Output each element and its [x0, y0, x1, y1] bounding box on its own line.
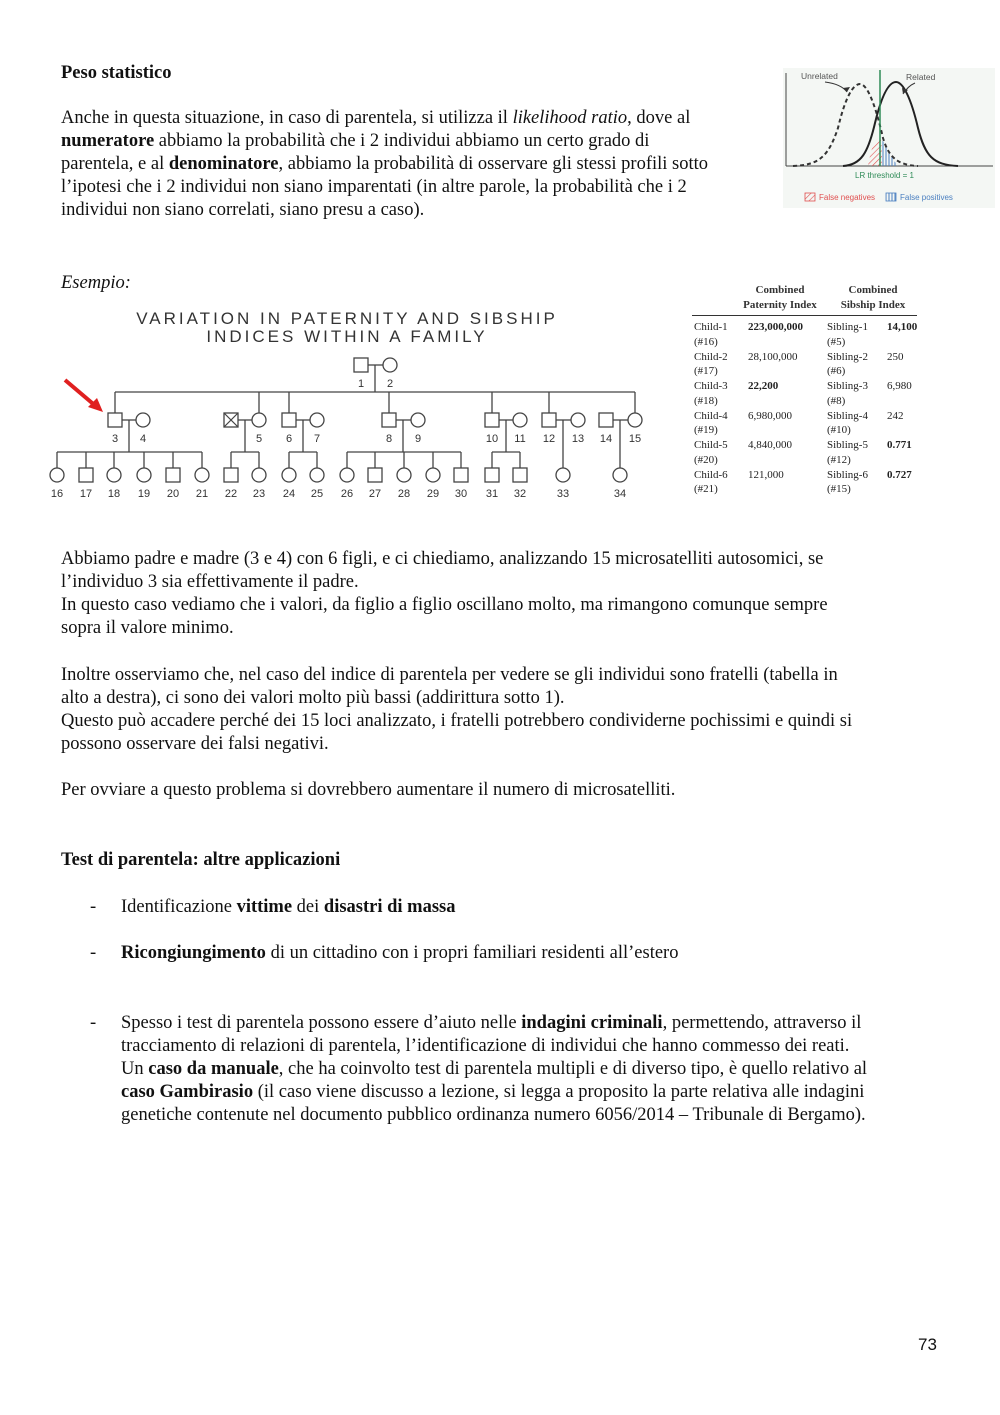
- bullet-dash: -: [90, 897, 97, 917]
- related-curve: [843, 82, 958, 166]
- text: parentela, e al: [61, 154, 169, 174]
- female-circle-icon: [310, 413, 324, 427]
- text: di un cittadino con i propri familiari residenti all’estero: [265, 943, 679, 963]
- bold-term: caso da manuale: [148, 1059, 279, 1079]
- bullet-dash: -: [90, 943, 97, 963]
- individual-number: 30: [454, 488, 468, 500]
- male-square-icon: [485, 413, 499, 427]
- individual-number: 1: [357, 378, 365, 390]
- paternity-index-value: 223,000,000: [748, 321, 803, 333]
- child-id: (#16): [694, 335, 718, 348]
- individual-number: 9: [414, 433, 422, 445]
- male-square-icon: [108, 413, 122, 427]
- male-square-icon: [368, 468, 382, 482]
- female-circle-icon: [383, 358, 397, 372]
- female-circle-icon: [411, 413, 425, 427]
- text-line: alto a destra), ci sono dei valori molto più bassi (addirittura sotto 1).: [61, 688, 565, 708]
- paternity-index-value: 121,000: [748, 468, 784, 481]
- text-line: l’individuo 3 sia effettivamente il padre.: [61, 572, 359, 592]
- sibling-id: (#12): [827, 453, 851, 466]
- child-id: (#17): [694, 365, 718, 378]
- sibling-label: Sibling-6: [827, 468, 868, 481]
- text-line: Questo può accadere perché dei 15 loci analizzato, i fratelli potrebbero condividerne pochissimi e quindi si: [61, 711, 853, 731]
- text-line: tracciamento di relazioni di parentela, l’identificazione di individui che hanno commesso dei reati.: [121, 1036, 850, 1056]
- male-square-icon: [382, 413, 396, 427]
- pedigree-figure: [45, 305, 655, 505]
- false-positive-swatch: [886, 193, 896, 201]
- section-heading: Test di parentela: altre applicazioni: [61, 850, 341, 870]
- text: , dove al: [627, 108, 691, 128]
- text-line: sopra il valore minimo.: [61, 618, 234, 638]
- female-circle-icon: [136, 413, 150, 427]
- bullet-text: [121, 942, 941, 965]
- female-circle-icon: [397, 468, 411, 482]
- female-circle-icon: [571, 413, 585, 427]
- individual-number: 15: [628, 433, 642, 445]
- pedigree-svg: [45, 305, 655, 505]
- text: l’ipotesi che i 2 individui non siano imparentati (in altre parole, la probabilità che i 2: [61, 177, 687, 197]
- sibling-label: Sibling-2: [827, 350, 868, 363]
- male-square-icon: [599, 413, 613, 427]
- child-id: (#21): [694, 483, 718, 496]
- individual-number: 2: [386, 378, 394, 390]
- text: , che ha coinvolto test di parentela multipli e di diverso tipo, è quello relativo al: [278, 1059, 868, 1079]
- male-square-icon: [79, 468, 93, 482]
- male-square-icon: [354, 358, 368, 372]
- sibship-index-value: 0.727: [887, 468, 912, 481]
- female-circle-icon: [107, 468, 121, 482]
- child-id: (#20): [694, 453, 718, 466]
- sibship-index-value: 6,980: [887, 380, 912, 392]
- sibship-header: [818, 283, 928, 312]
- text-line: In questo caso vediamo che i valori, da figlio a figlio oscillano molto, ma rimangono comunque sempre: [61, 595, 828, 615]
- text: Un: [121, 1059, 149, 1079]
- unrelated-label: Unrelated: [801, 71, 838, 81]
- text: Identificazione: [121, 897, 237, 917]
- page-number: 73: [918, 1335, 937, 1354]
- emphasis: Esempio:: [61, 273, 131, 293]
- false-negative-swatch: [805, 193, 815, 201]
- emphasis: likelihood ratio: [512, 108, 628, 128]
- individual-number: 11: [514, 433, 526, 445]
- text-line: genetiche contenute nel documento pubblico ordinanza numero 6056/2014 – Tribunale di Bergamo).: [121, 1105, 866, 1125]
- individual-number: 28: [397, 488, 411, 500]
- child-id: (#18): [694, 394, 718, 407]
- female-circle-icon: [340, 468, 354, 482]
- child-label: Child-1: [694, 321, 728, 333]
- section-heading: Peso statistico: [61, 63, 172, 83]
- individual-number: 25: [310, 488, 324, 500]
- paternity-index-value: 22,200: [748, 380, 779, 392]
- individual-number: 23: [252, 488, 266, 500]
- index-table: [690, 282, 930, 502]
- text: abbiamo la probabilità che i 2 individui abbiamo un certo grado di: [154, 131, 650, 151]
- individual-number: 29: [426, 488, 440, 500]
- female-circle-icon: [513, 413, 527, 427]
- text: (il caso viene discusso a lezione, si legga a proposito la parte relativa alle indagini: [253, 1082, 865, 1102]
- individual-number: 21: [195, 488, 209, 500]
- bullet-text: [121, 1012, 941, 1127]
- header-line: Combined: [848, 284, 898, 296]
- male-square-icon: [224, 468, 238, 482]
- child-label: Child-3: [694, 380, 728, 392]
- bold-term: disastri di massa: [323, 897, 456, 917]
- sibling-id: (#8): [827, 394, 846, 407]
- sibling-label: Sibling-5: [827, 439, 868, 451]
- individual-number: 7: [313, 433, 321, 445]
- sibling-id: (#6): [827, 365, 846, 378]
- text-line: [121, 1058, 941, 1081]
- table-rule: [692, 315, 917, 316]
- bullet-text: [121, 896, 941, 919]
- text: , abbiamo la probabilità di osservare gli stessi profili sotto: [278, 154, 709, 174]
- text-line: [121, 1012, 941, 1035]
- text: , permettendo, attraverso il: [662, 1013, 862, 1033]
- sibship-index-value: 0.771: [887, 439, 912, 451]
- individual-number: 3: [111, 433, 119, 445]
- female-circle-icon: [426, 468, 440, 482]
- bold-term: numeratore: [61, 131, 155, 151]
- bullet-dash: -: [90, 1013, 97, 1033]
- female-circle-icon: [252, 468, 266, 482]
- sibling-id: (#10): [827, 424, 851, 437]
- sibling-id: (#5): [827, 335, 846, 348]
- bold-term: Ricongiungimento: [121, 943, 266, 963]
- threshold-label: LR threshold = 1: [855, 171, 914, 180]
- individual-number: 18: [107, 488, 121, 500]
- text: dei: [292, 897, 324, 917]
- bold-term: vittime: [236, 897, 293, 917]
- lr-distribution-figure: [783, 68, 995, 208]
- paternity-index-value: 6,980,000: [748, 409, 792, 422]
- pedigree-title-line2: INDICES WITHIN A FAMILY: [206, 327, 488, 346]
- sibship-index-value: 250: [887, 350, 904, 363]
- female-circle-icon: [282, 468, 296, 482]
- text-line: [121, 1081, 941, 1104]
- individual-number: 8: [385, 433, 393, 445]
- text: Spesso i test di parentela possono essere d’aiuto nelle: [121, 1013, 522, 1033]
- sibling-id: (#15): [827, 483, 851, 496]
- female-circle-icon: [252, 413, 266, 427]
- female-circle-icon: [310, 468, 324, 482]
- male-square-icon: [282, 413, 296, 427]
- female-circle-icon: [195, 468, 209, 482]
- male-square-icon: [454, 468, 468, 482]
- header-line: Combined: [755, 284, 805, 296]
- male-square-icon: [485, 468, 499, 482]
- bold-term: indagini criminali: [521, 1013, 663, 1033]
- text: Anche in questa situazione, in caso di parentela, si utilizza il: [61, 108, 513, 128]
- child-label: Child-4: [694, 409, 728, 422]
- male-square-icon: [542, 413, 556, 427]
- individual-number: 19: [137, 488, 151, 500]
- header-line: Sibship Index: [840, 298, 906, 311]
- individual-number: 34: [613, 488, 627, 500]
- individual-number: 33: [556, 488, 570, 500]
- paternity-index-value: 28,100,000: [748, 350, 798, 363]
- female-circle-icon: [50, 468, 64, 482]
- unrelated-curve: [793, 84, 918, 166]
- individual-number: 4: [139, 433, 147, 445]
- male-square-icon: [166, 468, 180, 482]
- bold-term: caso Gambirasio: [121, 1082, 254, 1102]
- sibship-index-value: 14,100: [887, 321, 918, 333]
- bold-term: denominatore: [168, 154, 279, 174]
- individual-number: 6: [285, 433, 293, 445]
- child-id: (#19): [694, 424, 718, 437]
- solution-paragraph: Per ovviare a questo problema si dovrebbero aumentare il numero di microsatelliti.: [61, 780, 676, 800]
- individual-number: 16: [50, 488, 64, 500]
- individual-number: 17: [79, 488, 93, 500]
- sibling-label: Sibling-1: [827, 321, 868, 333]
- individual-number: 27: [368, 488, 382, 500]
- text: individui non siano correlati, siano presu a caso).: [61, 200, 425, 220]
- intro-paragraph: [61, 107, 781, 222]
- sibship-index-value: 242: [887, 409, 904, 422]
- individual-number: 5: [255, 433, 263, 445]
- individual-number: 13: [571, 433, 585, 445]
- text-line: Inoltre osserviamo che, nel caso del indice di parentela per vedere se gli individui sono fratelli (tabella in: [61, 665, 838, 685]
- female-circle-icon: [628, 413, 642, 427]
- male-square-icon: [513, 468, 527, 482]
- lr-distribution-svg: [783, 68, 995, 208]
- individual-number: 32: [513, 488, 527, 500]
- sibling-label: Sibling-3: [827, 380, 868, 392]
- child-label: Child-5: [694, 439, 728, 451]
- sibship-paragraph: [61, 664, 941, 756]
- individual-number: 24: [282, 488, 296, 500]
- text-line: Abbiamo padre e madre (3 e 4) con 6 figli, e ci chiediamo, analizzando 15 microsatelliti autosomici, se: [61, 549, 824, 569]
- related-label: Related: [906, 72, 936, 82]
- header-line: Paternity Index: [743, 298, 817, 311]
- child-label: Child-2: [694, 350, 728, 363]
- false-positives-label: False positives: [900, 193, 953, 202]
- individual-number: 10: [485, 433, 499, 445]
- female-circle-icon: [137, 468, 151, 482]
- female-circle-icon: [613, 468, 627, 482]
- individual-number: 12: [542, 433, 556, 445]
- pedigree-title-line1: VARIATION IN PATERNITY AND SIBSHIP: [136, 309, 558, 328]
- paternity-index-value: 4,840,000: [748, 439, 792, 451]
- analysis-paragraph: [61, 548, 941, 640]
- individual-number: 20: [166, 488, 180, 500]
- false-negatives-label: False negatives: [819, 193, 876, 202]
- individual-number: 26: [340, 488, 354, 500]
- individual-number: 14: [599, 433, 613, 445]
- individual-number: 31: [485, 488, 499, 500]
- child-label: Child-6: [694, 468, 728, 481]
- female-circle-icon: [556, 468, 570, 482]
- individual-number: 22: [224, 488, 238, 500]
- sibling-label: Sibling-4: [827, 409, 868, 422]
- unrelated-pointer: [825, 82, 847, 92]
- text-line: possono osservare dei falsi negativi.: [61, 734, 329, 754]
